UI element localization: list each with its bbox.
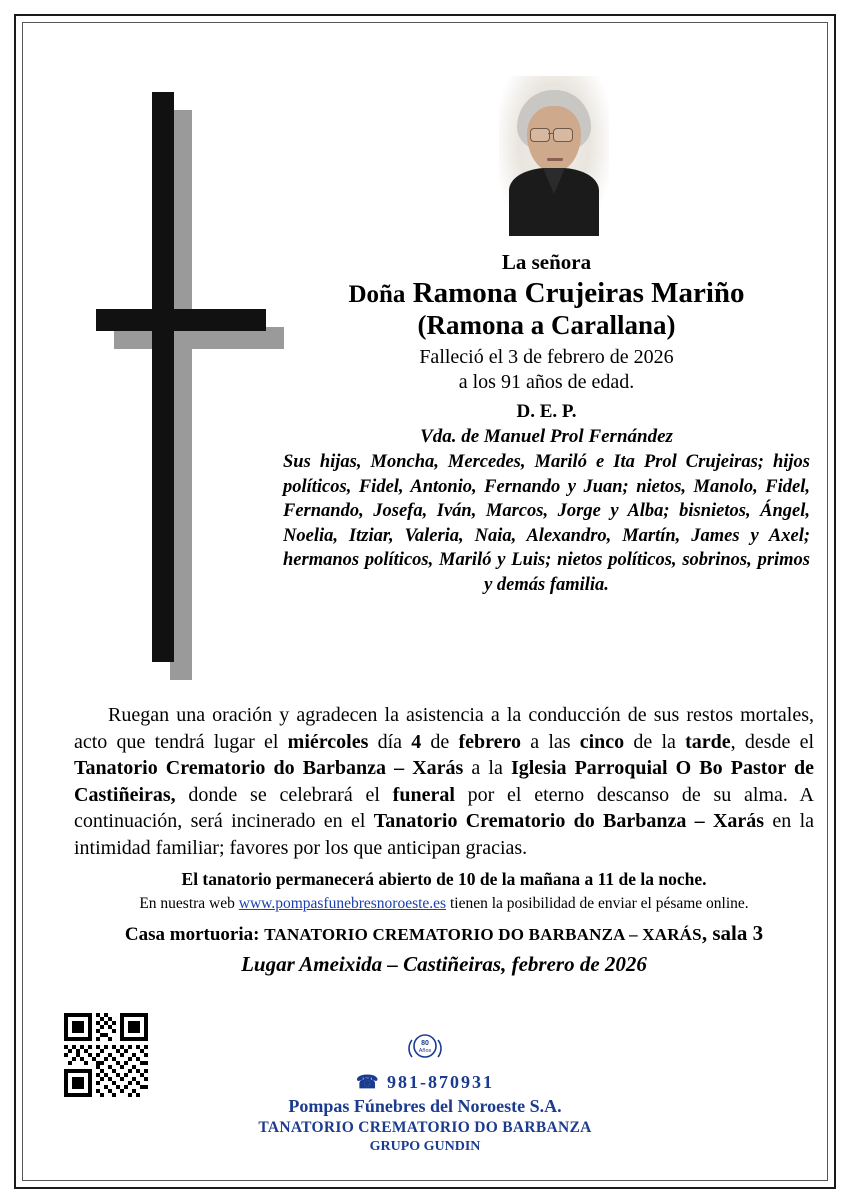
widow-of: Vda. de Manuel Prol Fernández bbox=[420, 426, 673, 447]
dep-text: D. E. P. bbox=[516, 401, 577, 422]
portrait-glasses-left bbox=[530, 128, 550, 142]
para-seg-5: de la bbox=[624, 730, 686, 753]
para-bold-funeral: funeral bbox=[392, 783, 455, 806]
opening-hours: El tanatorio permanecerá abierto de 10 de la mañana a 11 de la noche. bbox=[181, 868, 707, 889]
para-seg-8: donde se celebrará el bbox=[175, 783, 393, 806]
para-seg-4: a las bbox=[521, 730, 580, 753]
para-bold-month: febrero bbox=[458, 730, 522, 753]
portrait-photo bbox=[499, 76, 609, 236]
telephone-icon: ☎ 981-870931 bbox=[356, 1072, 494, 1092]
salutation: La señora bbox=[501, 250, 592, 274]
web-line bbox=[74, 895, 814, 913]
svg-text:80: 80 bbox=[421, 1040, 429, 1047]
para-seg-7: a la bbox=[463, 757, 511, 780]
web-line-suffix: tienen la posibilidad de enviar el pésame online. bbox=[446, 894, 749, 912]
para-bold-hour: cinco bbox=[579, 730, 625, 753]
portrait-mouth bbox=[547, 158, 563, 161]
svg-text:Años: Años bbox=[418, 1048, 432, 1054]
para-seg-1: Ruegan una oración y agradecen la asistencia a la conducción de sus restos mortales, acto que tendrá lugar el bbox=[74, 704, 814, 753]
para-bold-venue-2: Tanatorio Crematorio do Barbanza – Xarás bbox=[373, 810, 765, 833]
full-name: Ramona Crujeiras Mariño bbox=[412, 277, 745, 309]
para-seg-2: día bbox=[368, 730, 412, 753]
para-seg-9: por el eterno descanso de su alma. A continuación, será incinerado en el bbox=[74, 783, 814, 833]
deceased-alias: (Ramona a Carallana) bbox=[417, 310, 676, 341]
mortuary-label: Casa mortuoria: bbox=[124, 923, 260, 945]
deceased-heading-block bbox=[279, 250, 814, 598]
cross-bar-horizontal bbox=[96, 309, 266, 331]
web-line-prefix: En nuestra web bbox=[139, 894, 239, 912]
para-bold-daypart: tarde bbox=[685, 730, 731, 753]
family-list: Sus hijas, Moncha, Mercedes, Mariló e Ita Prol Crujeiras; hijos políticos, Fidel, Antonio, Fernando y Juan; nietos, Manolo, Fidel, Fernando, Josefa, Iván, Marcos, Jorge y Alba; bisnietos, Ángel, Noelia, Itziar, Valeria, Naia, Alexandro, Martín, James y Axel; hermanos políticos, Mariló y Luis; nietos políticos, sobrinos, primos y demás familia. bbox=[283, 452, 810, 595]
tanatorio-name: TANATORIO CREMATORIO DO BARBANZA bbox=[258, 1119, 592, 1136]
age-line: a los 91 años de edad. bbox=[458, 371, 635, 394]
para-bold-day: 4 bbox=[411, 730, 422, 753]
body-block bbox=[74, 702, 814, 977]
portrait-glasses-bridge bbox=[548, 133, 553, 134]
notice-content bbox=[34, 34, 816, 1169]
grupo-name: GRUPO GUNDIN bbox=[369, 1139, 481, 1154]
para-bold-venue-1: Tanatorio Crematorio do Barbanza – Xarás bbox=[74, 757, 464, 780]
cross-icon bbox=[54, 84, 274, 704]
main-paragraph bbox=[74, 702, 814, 862]
cross-bar-vertical bbox=[152, 92, 174, 662]
para-bold-church: Iglesia Parroquial O Bo Pastor de Castiñeiras, bbox=[74, 757, 814, 806]
anniversary-badge-svg bbox=[403, 1026, 447, 1070]
para-bold-weekday: miércoles bbox=[287, 730, 369, 753]
footer-block bbox=[34, 1026, 816, 1155]
para-seg-6: , desde el bbox=[730, 730, 815, 753]
death-date: Falleció el 3 de febrero de 2026 bbox=[419, 345, 674, 368]
para-seg-3: de bbox=[421, 730, 459, 753]
website-link[interactable]: www.pompasfunebresnoroeste.es bbox=[238, 894, 447, 912]
para-seg-10: en la intimidad familiar; favores por los que anticipan gracias. bbox=[74, 810, 815, 859]
company-name: Pompas Fúnebres del Noroeste S.A. bbox=[288, 1096, 562, 1116]
place-and-date: Lugar Ameixida – Castiñeiras, febrero de 2026 bbox=[241, 951, 647, 976]
mortuary-line bbox=[74, 921, 814, 946]
deceased-name bbox=[279, 277, 814, 310]
mortuary-room: , sala 3 bbox=[701, 920, 764, 945]
portrait-glasses-right bbox=[553, 128, 573, 142]
mortuary-name: TANATORIO CREMATORIO DO BARBANZA – XARÁS bbox=[264, 924, 702, 944]
anniversary-badge-icon bbox=[403, 1026, 447, 1070]
portrait-image bbox=[499, 76, 609, 236]
honorific: Doña bbox=[348, 281, 406, 308]
